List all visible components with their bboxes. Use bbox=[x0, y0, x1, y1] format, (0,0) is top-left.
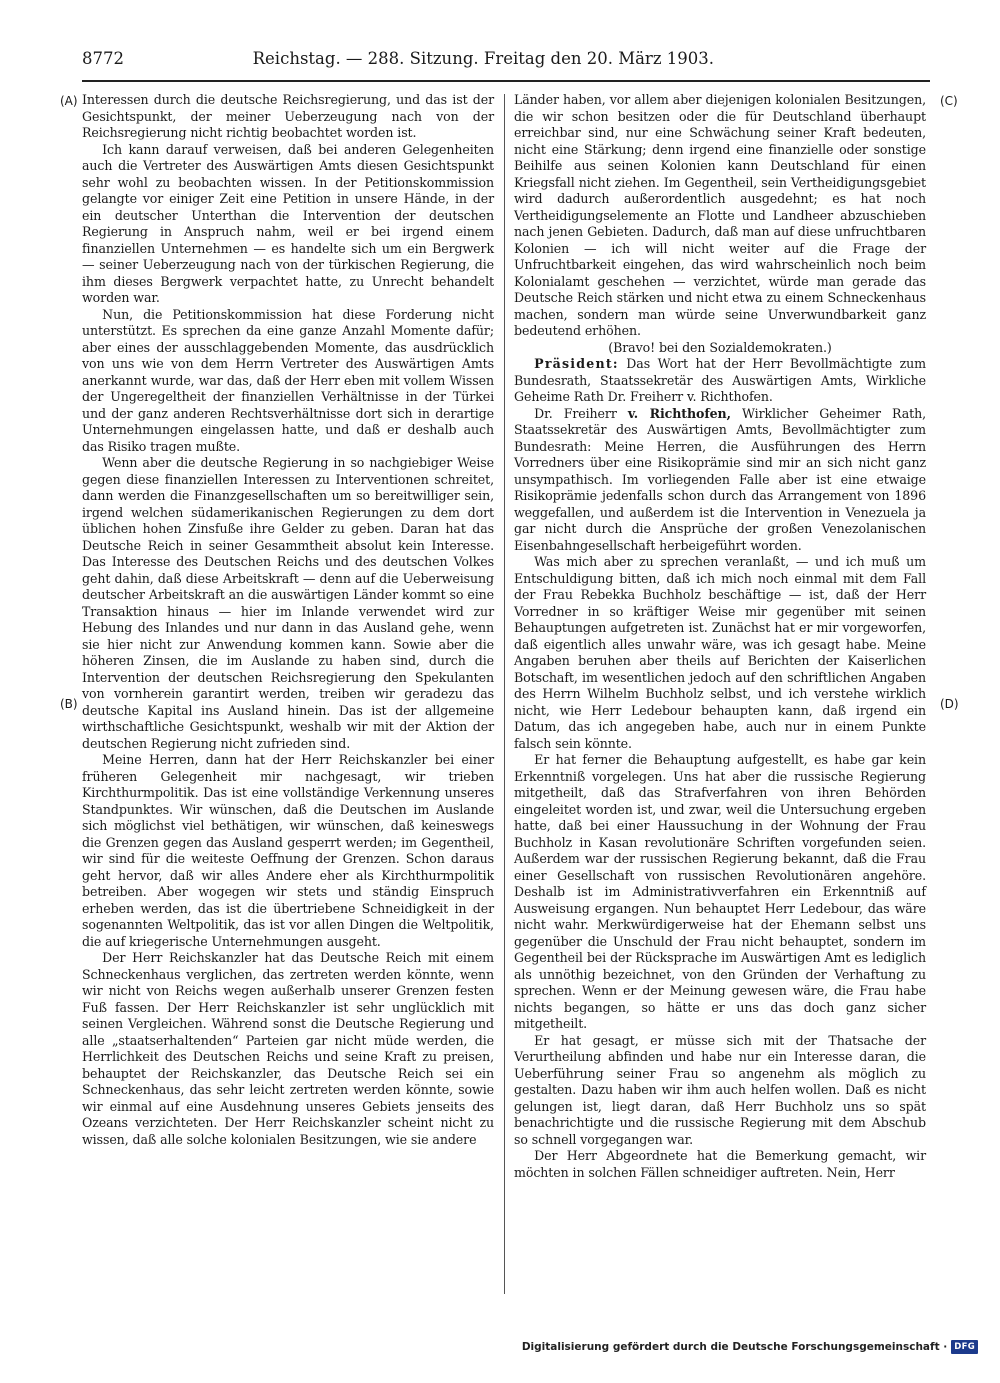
applause-note: (Bravo! bei den Sozialdemokraten.) bbox=[608, 339, 832, 355]
speaker-name: v. Richthofen, bbox=[627, 405, 731, 421]
dfg-logo-icon: DFG bbox=[951, 1340, 978, 1354]
paragraph: Nun, die Petitionskommission hat diese Forderung nicht unterstützt. Es sprechen da eine ganze Anzahl Momente dafür; aber eines der ausschlaggebenden Momente, das ausdrücklich von uns wie von dem Herrn Vertreter des Auswärtigen Amts anerkannt wurde, war das, daß der Herr eben mit vollem Wissen der Ungeregeltheit der finanziellen Verhältnisse in der Türkei und der ganz anderen Rechtsverhältnisse dort sich in derartige Unternehmungen eingelassen hatte, und daß er deshalb auch das Risiko tragen mußte. bbox=[82, 306, 494, 454]
footer-text: Digitalisierung gefördert durch die Deutsche Forschungsgemeinschaft · bbox=[521, 1341, 948, 1353]
paragraph: Was mich aber zu sprechen veranlaßt, — und ich muß um Entschuldigung bitten, daß ich mich noch einmal mit dem Fall der Frau Rebekka Buchholz beschäftige — ist, daß der Herr Vorredner in so kräftiger Weise mir gegenüber mit seinen Behauptungen aufgetreten ist. Zunächst hat er mir vorgeworfen, daß eigentlich alles unwahr wäre, was ich gesagt habe. Meine Angaben beruhen aber theils auf Berichten der Kaiserlichen Botschaft, im wesentlichen jedoch auf den schriftlichen Angaben des Herrn Wilhelm Buchholz selbst, und ich verstehe wirklich nicht, wie Herr Ledebour behaupten kann, daß irgend ein Datum, das ich angegeben habe, auch nur in einem Punkte falsch sein könnte. bbox=[514, 554, 926, 751]
paragraph: Ich kann darauf verweisen, daß bei anderen Gelegenheiten auch die Vertreter des Auswärtigen Amts diesen Gesichtspunkt sehr wohl zu beobachten wissen. In der Petitionskommission gelangte vor einiger Zeit eine Petition in unsere Hände, in der ein deutscher Unterthan die Intervention der deutschen Regierung in Anspruch nahm, weil er bei irgend einem finanziellen Unternehmen — es handelte sich um ein Bergwerk — seiner Ueberzeugung nach von der türkischen Regierung, die ihm dieses Bergwerk verpachtet hatte, zu Unrecht behandelt worden war. bbox=[82, 141, 494, 305]
paragraph: Meine Herren, dann hat der Herr Reichskanzler bei einer früheren Gelegenheit mir nachgesagt, wir trieben Kirchthurmpolitik. Das ist eine vollständige Verkennung unseres Standpunktes. Wir wünschen, daß die Deutschen im Auslande sich möglichst viel bethätigen, wir wünschen, daß keineswegs die Grenzen gegen das Ausland gesperrt werden; im Gegentheil, wir sind für die weiteste Oeffnung der Grenzen. Schon daraus geht hervor, daß wir alles Andere eher als Kirchthurmpolitik betreiben. Aber wogegen wir stets und ständig Einspruch erheben werden, das ist die übertriebene Schneidigkeit in der sogenannten Weltpolitik, das ist vor allen Dingen die Weltpolitik, die auf kriegerische Unternehmungen ausgeht. bbox=[82, 752, 494, 949]
paragraph: Er hat ferner die Behauptung aufgestellt, es habe gar kein Erkenntniß vorgelegen. Uns hat aber die russische Regierung mitgetheilt, daß das Strafverfahren von ihren Behörden eingeleitet worden ist, und zwar, weil die Untersuchung ergeben hatte, daß bei einer Haussuchung in der Wohnung der Frau Buchholz in Kasan revolutionäre Schriften vorgefunden seien. Außerdem war der russischen Regierung bekannt, daß die Frau einer Gesellschaft von russischen Revolutionären angehöre. Deshalb ist im Administrativverfahren ein Erkenntniß auf Ausweisung ergangen. Nun behauptet Herr Ledebour, das wäre nicht wahr. Merkwürdigerweise hat der Ehemann selbst uns gegenüber die Unschuld der Frau nicht behauptet, sondern im Gegentheil bei der Rücksprache im Auswärtigen Amt es lediglich als unnöthig bezeichnet, von den Gründen der Verhaftung zu sprechen. Wenn er der Meinung gewesen wäre, die Frau habe nichts begangen, so hätte er uns das doch ganz sicher mitgetheilt. bbox=[514, 752, 926, 1031]
margin-label-d: (D) bbox=[940, 697, 959, 711]
left-column bbox=[82, 92, 494, 1148]
speaker-prefix: Dr. Freiherr bbox=[534, 405, 628, 421]
president-paragraph bbox=[514, 356, 926, 406]
margin-label-b: (B) bbox=[60, 697, 78, 711]
paragraph: Der Herr Abgeordnete hat die Bemerkung gemacht, wir möchten in solchen Fällen schneidiger auftreten. Nein, Herr bbox=[514, 1148, 926, 1180]
speaker-paragraph bbox=[514, 406, 926, 555]
paragraph: Länder haben, vor allem aber diejenigen kolonialen Besitzungen, die wir schon besitzen oder die für Deutschland überhaupt erreichbar sind, nur eine Schwächung seiner Kraft bedeuten, nicht eine Stärkung; denn irgend eine finanzielle oder sonstige Beihilfe aus seinen Kolonien kann Deutschland für einen Kriegsfall nicht ziehen. Im Gegentheil, sein Vertheidigungsgebiet wird dadurch außerordentlich ausgedehnt; es hat noch Vertheidigungselemente an Flotte und Landheer abzuschieben nach jenen Gebieten. Dadurch, daß man auf diese unfruchtbaren Kolonien — ich will nicht weiter auf die Frage der Unfruchtbarkeit eingehen, das wird wahrscheinlich noch beim Kolonialamt geschehen — verzichtet, würde man gerade das Deutsche Reich stärken und nicht etwa zu einem Schneckenhaus machen, sondern man würde seine Unverwundbarkeit ganz bedeutend erhöhen. bbox=[514, 92, 926, 338]
margin-label-a: (A) bbox=[60, 94, 78, 108]
header-rule bbox=[82, 80, 930, 82]
paragraph: Der Herr Reichskanzler hat das Deutsche Reich mit einem Schneckenhaus verglichen, das zertreten werden könnte, wenn wir nicht von Reichs wegen außerhalb unserer Grenzen festen Fuß fassen. Der Herr Reichskanzler ist sehr unglücklich mit seinen Vergleichen. Während sonst die Deutsche Regierung und alle „staatserhaltenden“ Parteien gar nicht müde werden, die Herrlichkeit des Deutschen Reichs und seine Kraft zu preisen, behauptet der Reichskanzler, das Deutsche Reich sei ein Schneckenhaus, das sehr leicht zertreten werden könnte, sowie wir einmal auf eine Ausdehnung unseres Gebiets jenseits des Ozeans verzichteten. Der Herr Reichskanzler scheint nicht zu wissen, daß alle solche kolonialen Besitzungen, wie sie andere bbox=[82, 950, 494, 1147]
digitization-footer bbox=[522, 1340, 978, 1354]
speaker-text: Wirklicher Geheimer Rath, Staatssekretär des Auswärtigen Amts, Bevollmächtigter zum Bundesrath: Meine Herren, die Ausführungen des Herrn Vorredners über eine Risikoprämie sind mir an sich nicht ganz unsympathisch. Im vorliegenden Falle aber ist eine etwaige Risikoprämie jedenfalls schon durch das Arrangement von 1896 weggefallen, und außerdem ist die Intervention in Venezuela ja gar nicht durch die Ansprüche der großen Venezolanischen Eisenbahngesellschaft herbeigeführt worden. bbox=[514, 405, 926, 553]
president-text: Das Wort hat der Herr Bevollmächtigte zum Bundesrath, Staatssekretär des Auswärtigen Amts, Wirkliche Geheime Rath Dr. Freiherr v. Richthofen. bbox=[514, 356, 926, 404]
paragraph: Er hat gesagt, er müsse sich mit der Thatsache der Verurtheilung abfinden und habe nur ein Interesse daran, die Ueberführung seiner Frau so angenehm als möglich zu gestalten. Dazu haben wir ihm auch helfen wollen. Daß es nicht gelungen ist, liegt daran, daß Herr Buchholz uns so spät benachrichtigte und die russische Regierung mit dem Abschub so schnell vorgegangen war. bbox=[514, 1032, 926, 1147]
margin-label-c: (C) bbox=[940, 94, 958, 108]
paragraph: Interessen durch die deutsche Reichsregierung, und das ist der Gesichtspunkt, der meiner Ueberzeugung nach von der Reichsregierung nicht richtig beobachtet worden ist. bbox=[82, 92, 494, 140]
page-header bbox=[82, 44, 714, 74]
right-column bbox=[514, 92, 926, 1181]
column-divider bbox=[504, 94, 505, 1294]
paragraph: Wenn aber die deutsche Regierung in so nachgiebiger Weise gegen diese finanziellen Interessen zu Interventionen schreitet, dann werden die Finanzgesellschaften um so bereitwilliger sein, irgend welchen südamerikanischen Regierungen zu dem dort üblichen hohen Zinsfuße ihre Gelder zu geben. Daran hat das Deutsche Reich in seiner Gesammtheit absolut kein Interesse. Das Interesse des Deutschen Reichs und des deutschen Volkes geht dahin, daß diese Arbeitskraft — denn auf die Ueberweisung deutscher Arbeitskraft an die auswärtigen Länder kommt so eine Transaktion hinaus — hier im Inlande verwendet wird zur Hebung des Inlandes und nur dann in das Ausland gehe, wenn sie hier nicht zur Anwendung kommen kann. Sowie aber die höheren Zinsen, die im Auslande zu haben sind, durch die Intervention der deutschen Reichsregierung den Spekulanten von vornherein garantirt werden, treiben wir geradezu das deutsche Kapital ins Ausland hinein. Das ist der allgemeine wirthschaftliche Gesichtspunkt, weshalb wir mit der Aktion der deutschen Regierung nicht zufrieden sind. bbox=[82, 455, 494, 751]
president-label: Präsident: bbox=[534, 356, 619, 371]
page-title: Reichstag. — 288. Sitzung. Freitag den 20. März 1903. bbox=[252, 49, 714, 68]
page-number: 8772 bbox=[82, 49, 124, 68]
